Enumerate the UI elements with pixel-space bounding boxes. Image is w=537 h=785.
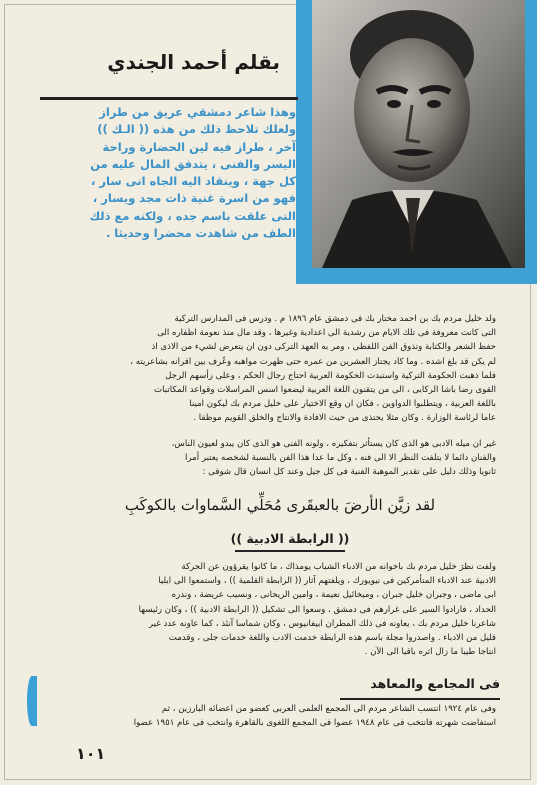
page-number: ١٠١ <box>76 744 106 763</box>
intro-line: آخر ، طراز فيه لين الحضارة وراحة <box>102 139 296 154</box>
poetry-verse: لقد زيَّن الأرضَ بالعبقَرى مُحَلِّي السَّماوات بالكوكَبِ <box>124 496 436 514</box>
text-line: فلما ذهبت الحكومة التركية واستبدت الحكومة العربية احتاج رجال الحكم ، وعلى رأسهم الرجل <box>165 370 496 381</box>
intro-line: اليسر والفنى ، يتدفق المال عليه من <box>90 156 296 171</box>
side-marker <box>27 676 37 726</box>
heading-underline <box>340 698 500 700</box>
intro-line: ولعلك تلاحظ ذلك من هذه (( الـك )) <box>97 122 296 137</box>
portrait-illustration <box>312 0 525 268</box>
intro-text <box>34 104 296 242</box>
text-line: وفى عام ١٩٢٤ انتسب الشاعر مردم الى المجمع العلمى العربى كعضو من اعضائه البارزين ، ثم <box>161 704 496 714</box>
text-line: ابى ماضى ، وجبران خليل جبران ، وميخائيل نعيمة ، وامين الريحانى ، ونسيب عريضة ، وندره <box>171 590 496 601</box>
section-heading-literary-league: (( الرابطة الادبية )) <box>230 531 350 546</box>
text-line: الحداد ، فارادوا السير على غرارهم فى دمشق ، وسعوا الى تشكيل (( الرابطة الادبية )) ، وكان رئيسها <box>138 604 496 615</box>
byline-rule <box>40 97 298 100</box>
text-line: باللغة العربية ، ويتطلبوا الدواوين ، فكان ان وقع الاختيار على خليل مردم بك ليكون امينا <box>189 399 496 410</box>
text-line: الادبية عند الادباء المتأمركين فى نيويورك ، ويلفتهم آثار (( الرابطة القلمية )) ، واستمعوا الى ايليا <box>158 576 496 587</box>
section-heading-academies: فى المجامع والمعاهد <box>370 676 500 691</box>
intro-line: كل جهة ، وينقاد اليه الجاه انى سار ، <box>91 174 296 189</box>
text-line: غير ان ميله الادبى هو الذى كان يستأثر بتفكيره ، ولونه الفنى هو الذى كان يبدو لعيون الناس، <box>171 439 496 449</box>
paragraph-academies <box>44 702 496 730</box>
byline: بقلم أحمد الجندي <box>107 50 280 74</box>
text-line: ولفت نظرَ خليل مردم بك باخوانه من الادباء الشباب يومذاك ، ما كانوا يقرؤون عن الحركة <box>181 562 496 572</box>
intro-line: الطف من شاهدت محضرا وحديثا . <box>105 226 296 241</box>
text-line: والفنان دائما لا يتلفت النظر الا الى فنه ، وكل ما عدا هذا الفن بالنسبة لشخصه يعتبر أمرا <box>185 453 496 464</box>
text-line: القوى رضا باشا الركابى ، الى من يتقنون اللغة العربية ليضعوا اسس المراسلات وقواعد المكاتبات <box>154 385 496 396</box>
intro-line: التى علقت باسم جده ، ولكنه مع ذلك <box>89 208 296 223</box>
paragraph-literary-inclination <box>44 437 496 480</box>
heading-underline <box>235 550 345 552</box>
text-line: ولد خليل مردم بك بن احمد مختار بك فى دمشق عام ١٨٩٦ م . ودرس فى المدارس التركية <box>174 314 496 324</box>
text-line: حفظ الشعر والكتابة وتذوق الفن اللفظى ، ومر به العهد التركى دون ان يتعرض لشيء من الاذى اذ <box>151 342 496 353</box>
paragraph-birth <box>44 312 496 426</box>
text-line: لم يكن قد بلغ اشده . وما كاد يجتاز العشرين من عمره حتى ظهرت مواهبه وعُرف بين اقرانه بشاعريته ، <box>130 356 496 367</box>
text-line: ثانويا وذلك دليل على تقدير الموهبة الفنية فى كل جيل وعند كل انسان قال شوقى : <box>202 467 496 478</box>
text-line: استفاضت شهرته فانتخب فى عام ١٩٤٨ عضوا فى المجمع اللغوى بالقاهرة وانتخب فى عام ١٩٥١ عضوا <box>133 718 496 729</box>
author-portrait <box>312 0 525 268</box>
text-line: قليل من الادباء . واصدروا مجلة باسم هذه الرابطة خدمت الادب واللغة خدمات جلى ، وقدمت <box>168 633 496 644</box>
intro-line: وهذا شاعر دمشقي عريق من طراز <box>99 105 296 119</box>
text-line: التى كانت معروفة فى تلك الايام من رشدية الى اعدادية وغيرها ، وقد مال منذ نعومة اظفاره الى <box>157 328 496 339</box>
text-line: عاما لرئاسة الوزارة . وكان مثلا يحتذى من حيث الافادة والانتاج والخلق القويم موظفا . <box>193 413 496 424</box>
text-line: شاعرنا خليل مردم بك ، يعاونه فى ذلك المطران ابيفانيوس ، وكان شماسا آنئذ ، كما عاونه عدد غير <box>148 618 496 629</box>
intro-line: فهو من اسرة غنية ذات مجد ويسار ، <box>92 191 296 206</box>
paragraph-literary-league <box>44 560 496 659</box>
text-line: انتاجا طيبا ما زال اثره باقيا الى الآن . <box>364 647 496 658</box>
